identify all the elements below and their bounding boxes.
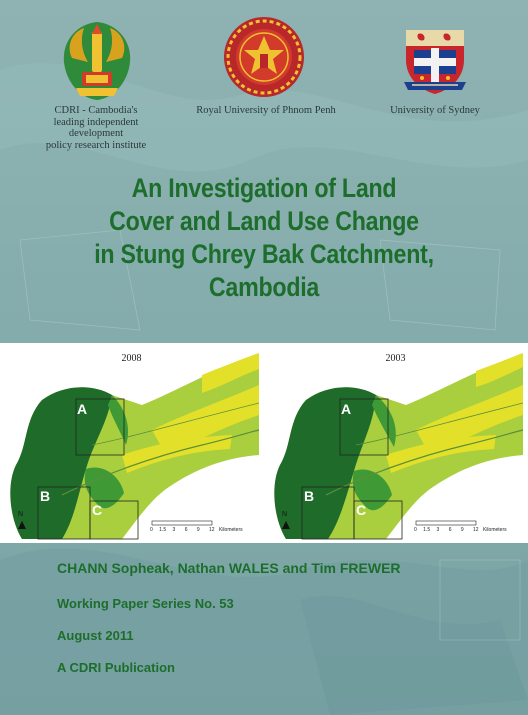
authors-line: CHANN Sopheak, Nathan WALES and Tim FREWER: [57, 560, 401, 576]
title-line-3: in Stung Chrey Bak Catchment,: [94, 239, 434, 269]
land-cover-map-2003: [266, 345, 525, 541]
map-comparison-panel: [0, 343, 528, 543]
cdri-logo-icon: [58, 18, 136, 104]
rupp-caption-line-1: Royal University of Phnom Penh: [196, 105, 336, 116]
title-line-1: An Investigation of Land: [131, 173, 397, 203]
title-line-2: Cover and Land Use Change: [109, 206, 419, 236]
scale-tick: 1.5: [423, 527, 431, 533]
north-arrow-label: N: [18, 511, 24, 518]
map-label-c: C: [356, 502, 367, 518]
scale-unit-label: Kilometers: [482, 527, 507, 533]
scale-bar: [150, 527, 250, 537]
map-2008: [2, 345, 261, 541]
scale-bar: [414, 527, 514, 537]
scale-unit-label: Kilometers: [218, 527, 243, 533]
map-year-label: 2008: [121, 353, 142, 364]
scale-tick: 12: [209, 527, 215, 533]
map-label-a: A: [341, 401, 352, 417]
map-2003: [266, 345, 525, 541]
scale-tick: 6: [184, 527, 188, 533]
cdri-caption-line-2: leading independent development: [53, 116, 139, 139]
rupp-caption: [186, 105, 346, 117]
scale-tick: 1.5: [159, 527, 167, 533]
date-line: August 2011: [57, 628, 134, 643]
scale-tick: 0: [414, 527, 417, 533]
scale-tick: 0: [150, 527, 153, 533]
cdri-caption: [26, 105, 166, 151]
scale-tick: 3: [436, 527, 440, 533]
sydney-caption: [360, 105, 510, 117]
map-label-b: B: [304, 488, 315, 504]
map-label-a: A: [77, 401, 88, 417]
series-line: Working Paper Series No. 53: [57, 596, 234, 611]
map-label-c: C: [92, 502, 103, 518]
scale-tick: 6: [448, 527, 452, 533]
map-year-label: 2003: [385, 353, 406, 364]
scale-tick: 12: [473, 527, 479, 533]
sydney-caption-line-1: University of Sydney: [390, 105, 480, 116]
scale-tick: 9: [460, 527, 464, 533]
sydney-crest-icon: [400, 20, 470, 96]
report-title: [37, 172, 491, 304]
rupp-seal-icon: [222, 14, 306, 100]
publisher-line: A CDRI Publication: [57, 660, 175, 675]
cdri-caption-line-1: CDRI - Cambodia's: [54, 105, 138, 116]
north-arrow-label: N: [282, 511, 288, 518]
scale-tick: 3: [172, 527, 176, 533]
scale-tick: 9: [196, 527, 200, 533]
cdri-caption-line-3: policy research institute: [45, 139, 147, 151]
title-line-4: Cambodia: [208, 272, 320, 302]
land-cover-map-2008: [2, 345, 261, 541]
map-label-b: B: [40, 488, 51, 504]
